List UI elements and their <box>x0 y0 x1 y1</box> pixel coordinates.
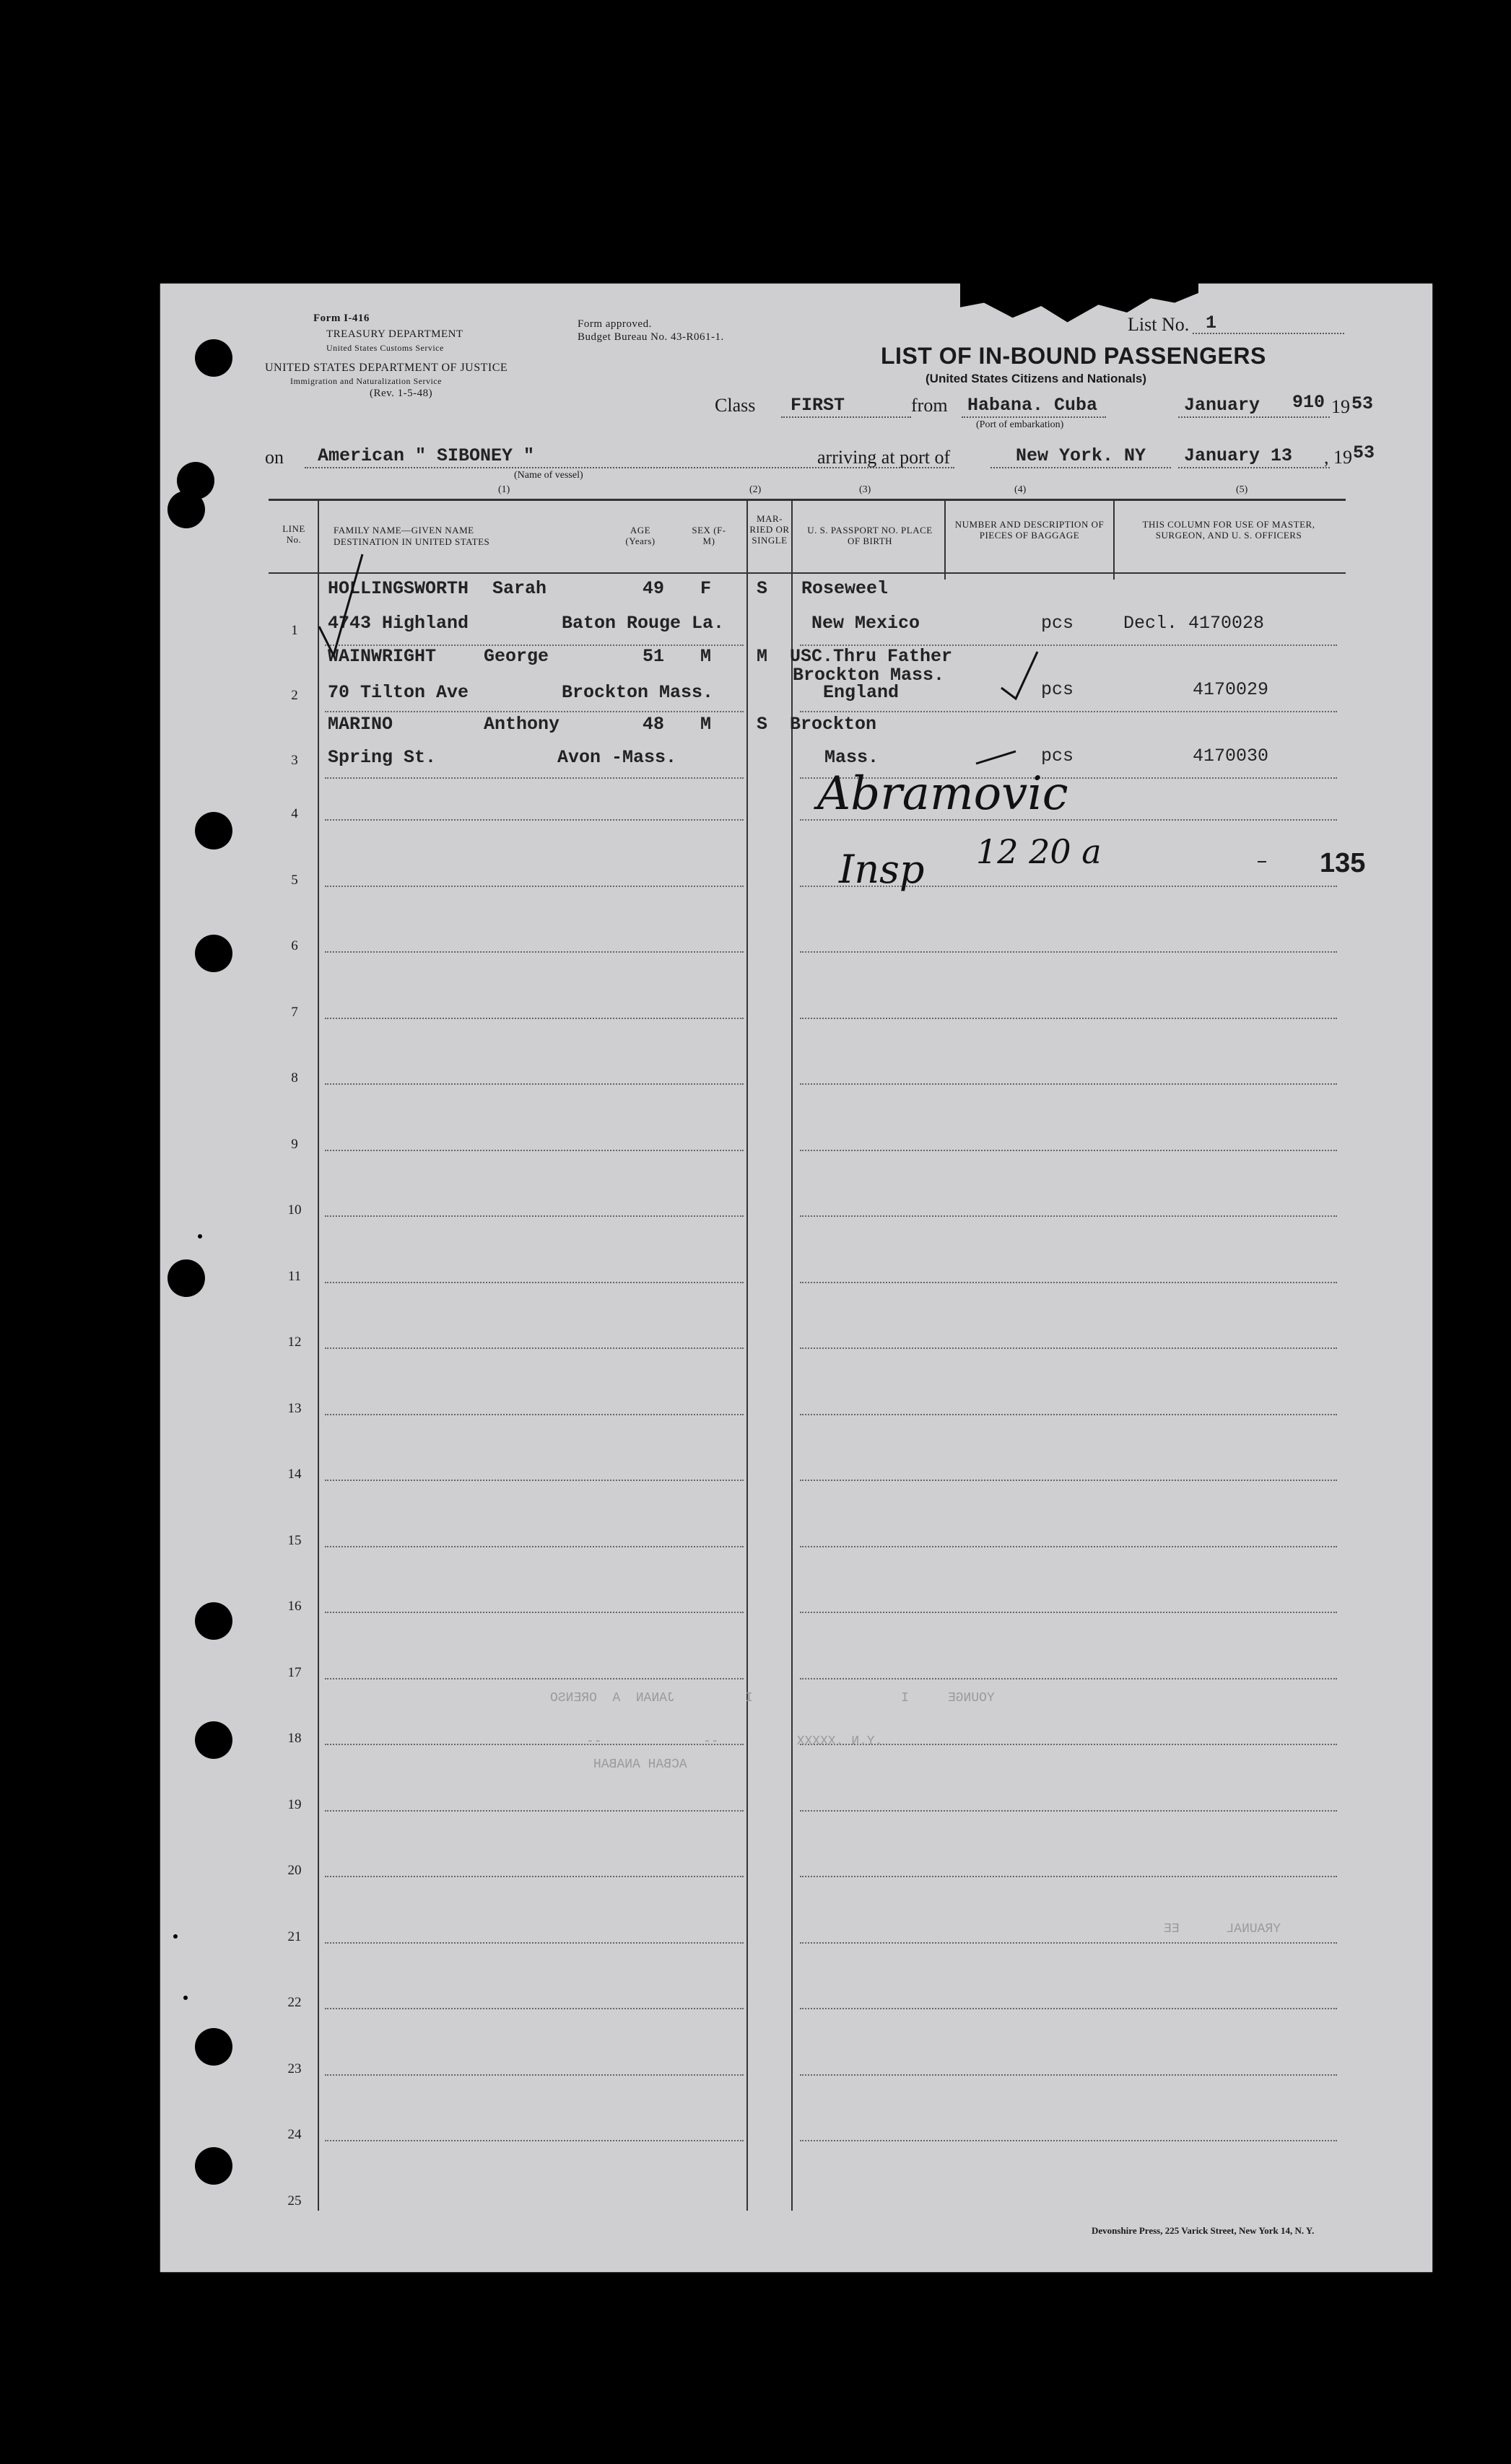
line-number-5: 5 <box>291 873 298 888</box>
row-line <box>800 1810 1337 1812</box>
line-number-8: 8 <box>291 1070 298 1085</box>
row-line <box>800 1876 1337 1877</box>
printer-imprint: Devonshire Press, 225 Varick Street, New York 14, N. Y. <box>1092 2225 1315 2236</box>
passenger-age: 49 <box>643 578 665 599</box>
budget-bureau: Budget Bureau No. 43-R061-1. <box>578 331 724 343</box>
row-line <box>325 819 744 821</box>
check-mark-icon <box>312 547 370 677</box>
row-line <box>800 1083 1337 1085</box>
arriving-label: arriving at port of <box>817 447 951 468</box>
line-number-10: 10 <box>287 1202 302 1218</box>
punch-hole <box>195 1721 232 1759</box>
row-line <box>800 2008 1337 2009</box>
row-line <box>800 711 1337 712</box>
punch-hole <box>195 935 232 972</box>
embarkation-port: Habana. Cuba <box>967 395 1098 416</box>
line-number-21: 21 <box>287 1929 302 1944</box>
row-line <box>325 1150 744 1151</box>
justice-department: UNITED STATES DEPARTMENT OF JUSTICE <box>265 362 508 374</box>
passenger-sex: M <box>700 714 712 735</box>
row-line <box>325 1083 744 1085</box>
row-line <box>800 1546 1337 1547</box>
column-number-1: (1) <box>498 484 510 495</box>
on-label: on <box>265 447 284 468</box>
line-number-16: 16 <box>287 1599 302 1614</box>
passenger-count: 135 <box>1320 848 1366 878</box>
passenger-given-name: Anthony <box>484 714 560 735</box>
speck <box>198 1234 202 1238</box>
embarkation-caption: (Port of embarkation) <box>976 419 1064 430</box>
passenger-name: HOLLINGSWORTH <box>328 578 469 599</box>
baggage: pcs <box>1041 746 1074 766</box>
list-number-line <box>1193 333 1344 334</box>
header-marital: MAR- RIED OR SINGLE <box>749 513 790 546</box>
handwritten-date: 12 20 a <box>976 832 1102 871</box>
birthplace-line-3: England <box>823 682 900 703</box>
departure-day: 910 <box>1292 392 1325 413</box>
line-number-18: 18 <box>287 1731 302 1746</box>
row-line <box>800 1612 1337 1613</box>
row-line <box>325 1546 744 1547</box>
header-bottom-border <box>269 572 1346 574</box>
row-line <box>325 1414 744 1415</box>
handwritten-signature: Abramovic <box>817 767 1068 821</box>
line-number-9: 9 <box>291 1137 298 1152</box>
bleed-through-text: ACBAH ANABAH <box>593 1757 687 1772</box>
officer-note: Decl. 4170028 <box>1123 613 1265 634</box>
row-line <box>325 777 744 779</box>
row-line <box>325 711 744 712</box>
form-number: Form I-416 <box>313 313 370 324</box>
arrival-year-prefix: , 19 <box>1324 447 1352 468</box>
punch-hole <box>167 491 205 528</box>
speck <box>183 1996 188 2000</box>
birthplace-line-2: Mass. <box>824 747 879 768</box>
line-number-1: 1 <box>291 623 298 638</box>
line-number-14: 14 <box>287 1467 302 1482</box>
birthplace-line-1: Roseweel <box>801 578 889 599</box>
row-line <box>800 2140 1337 2141</box>
passenger-address: 70 Tilton Ave <box>328 682 469 703</box>
line-number-12: 12 <box>287 1334 302 1350</box>
row-line <box>800 1282 1337 1283</box>
officer-note: 4170030 <box>1193 746 1269 766</box>
passenger-address: 4743 Highland <box>328 613 469 634</box>
passenger-given-name: Sarah <box>492 578 547 599</box>
row-line <box>800 1414 1337 1415</box>
arrival-port: New York. NY <box>1016 445 1146 466</box>
treasury-department: TREASURY DEPARTMENT <box>326 328 463 340</box>
row-line <box>800 951 1337 953</box>
passenger-name: MARINO <box>328 714 393 735</box>
line-number-2: 2 <box>291 688 298 703</box>
handwritten-initials: Insp <box>839 847 925 892</box>
form-revision: (Rev. 1-5-48) <box>370 388 433 399</box>
header-name: FAMILY NAME—GIVEN NAME <box>334 525 474 536</box>
arrival-year: 53 <box>1353 442 1375 463</box>
line-number-24: 24 <box>287 2127 302 2142</box>
line-number-19: 19 <box>287 1797 302 1812</box>
class-label: Class <box>715 395 756 416</box>
passenger-city: Avon -Mass. <box>557 747 677 768</box>
vessel-name: American " SIBONEY " <box>318 445 535 466</box>
immigration-service: Immigration and Naturalization Service <box>290 376 442 386</box>
row-line <box>325 1480 744 1481</box>
bleed-through-text: YRAUNAL EE <box>1164 1922 1281 1936</box>
column-divider-name <box>746 500 748 2211</box>
header-age: AGE (Years) <box>625 525 656 546</box>
punch-hole <box>195 339 232 377</box>
column-number-3: (3) <box>859 484 871 495</box>
column-number-2: (2) <box>749 484 762 495</box>
punch-hole <box>195 2147 232 2185</box>
row-line <box>325 2074 744 2076</box>
passenger-sex: F <box>700 578 712 599</box>
column-divider-marital <box>791 500 793 2211</box>
count-dash <box>1258 861 1266 862</box>
passenger-marital: S <box>757 578 768 599</box>
departure-year-prefix: 19 <box>1331 396 1350 417</box>
row-line <box>325 1942 744 1944</box>
arrival-date: January 13 <box>1184 445 1293 466</box>
row-line <box>325 645 744 646</box>
header-officers: THIS COLUMN FOR USE OF MASTER, SURGEON, AND U. S. OFFICERS <box>1142 519 1315 541</box>
header-destination: DESTINATION IN UNITED STATES <box>334 536 490 547</box>
row-line <box>800 1942 1337 1944</box>
row-line <box>325 951 744 953</box>
line-number-7: 7 <box>291 1005 298 1020</box>
line-number-20: 20 <box>287 1863 302 1878</box>
line-number-22: 22 <box>287 1995 302 2010</box>
baggage: pcs <box>1041 679 1074 700</box>
departure-month: January <box>1184 395 1260 416</box>
class-value: FIRST <box>791 395 845 416</box>
officer-note: 4170029 <box>1193 679 1269 700</box>
row-line <box>800 2074 1337 2076</box>
passenger-marital: S <box>757 714 768 735</box>
from-label: from <box>911 395 948 416</box>
speck <box>1250 268 1255 273</box>
header-sex: SEX (F-M) <box>692 525 726 546</box>
row-line <box>800 645 1337 646</box>
departure-line <box>1178 416 1330 418</box>
header-line-no: LINE No. <box>282 523 305 545</box>
bleed-through-text: .Y.N .XXXXX -- -- <box>586 1734 883 1749</box>
row-line <box>325 1347 744 1349</box>
passenger-marital: M <box>757 646 768 667</box>
row-line <box>800 1480 1337 1481</box>
row-line <box>800 1347 1337 1349</box>
row-line <box>325 2008 744 2009</box>
column-divider-passport <box>944 500 946 580</box>
page-title: LIST OF IN-BOUND PASSENGERS <box>881 343 1266 369</box>
row-line <box>325 886 744 887</box>
speck <box>173 1934 178 1939</box>
manifest-page <box>160 284 1432 2272</box>
row-line <box>325 1215 744 1217</box>
column-number-4: (4) <box>1014 484 1027 495</box>
line-number-4: 4 <box>291 806 298 821</box>
line-number-25: 25 <box>287 2193 302 2209</box>
row-line <box>325 1810 744 1812</box>
column-divider-line <box>318 500 319 2211</box>
passenger-name: WAINWRIGHT <box>328 646 437 667</box>
birthplace-line-1: Brockton <box>790 714 877 735</box>
row-line <box>325 1876 744 1877</box>
baggage: pcs <box>1041 613 1074 634</box>
passenger-city: Baton Rouge La. <box>562 613 725 634</box>
embarkation-line <box>962 416 1106 418</box>
row-line <box>800 1678 1337 1679</box>
passenger-age: 48 <box>643 714 665 735</box>
column-number-5: (5) <box>1236 484 1248 495</box>
arrival-date-line <box>1178 467 1330 468</box>
passenger-address: Spring St. <box>328 747 437 768</box>
vessel-caption: (Name of vessel) <box>514 470 583 481</box>
row-line <box>325 1678 744 1679</box>
header-passport: U. S. PASSPORT NO. PLACE OF BIRTH <box>807 525 933 546</box>
dash-mark-icon <box>972 746 1023 767</box>
row-line <box>325 1018 744 1019</box>
arrival-port-line <box>990 467 1171 468</box>
bleed-through-text: YOUNGE I I JANAN A ORENSO <box>550 1691 995 1705</box>
line-number-17: 17 <box>287 1665 302 1680</box>
birthplace-line-1: USC.Thru Father <box>790 646 953 667</box>
row-line <box>325 1282 744 1283</box>
passenger-age: 51 <box>643 646 665 667</box>
birthplace-line-2: Brockton Mass. <box>793 665 945 686</box>
line-number-23: 23 <box>287 2061 302 2076</box>
customs-service: United States Customs Service <box>326 343 444 353</box>
list-number: 1 <box>1206 313 1217 333</box>
birthplace-line-2: New Mexico <box>811 613 920 634</box>
line-number-11: 11 <box>287 1269 302 1284</box>
line-number-3: 3 <box>291 753 298 768</box>
line-number-13: 13 <box>287 1401 302 1416</box>
departure-year: 53 <box>1351 393 1374 414</box>
row-line <box>800 1018 1337 1019</box>
passenger-city: Brockton Mass. <box>562 682 714 703</box>
punch-hole <box>195 1602 232 1640</box>
punch-hole <box>167 1259 205 1297</box>
row-line <box>325 1612 744 1613</box>
list-number-label: List No. <box>1128 314 1190 335</box>
line-number-6: 6 <box>291 938 298 953</box>
column-divider-baggage <box>1113 500 1115 580</box>
header-baggage: NUMBER AND DESCRIPTION OF PIECES OF BAGGAGE <box>954 519 1105 541</box>
line-number-15: 15 <box>287 1533 302 1548</box>
punch-hole <box>195 2028 232 2066</box>
row-line <box>325 2140 744 2141</box>
passenger-given-name: George <box>484 646 549 667</box>
row-line <box>800 1150 1337 1151</box>
table-top-border <box>269 499 1346 501</box>
passenger-sex: M <box>700 646 712 667</box>
tick-mark-icon <box>998 645 1041 702</box>
punch-hole <box>195 812 232 849</box>
row-line <box>800 1215 1337 1217</box>
form-approved: Form approved. <box>578 318 652 330</box>
page-subtitle: (United States Citizens and Nationals) <box>926 372 1147 385</box>
class-line <box>781 416 911 418</box>
